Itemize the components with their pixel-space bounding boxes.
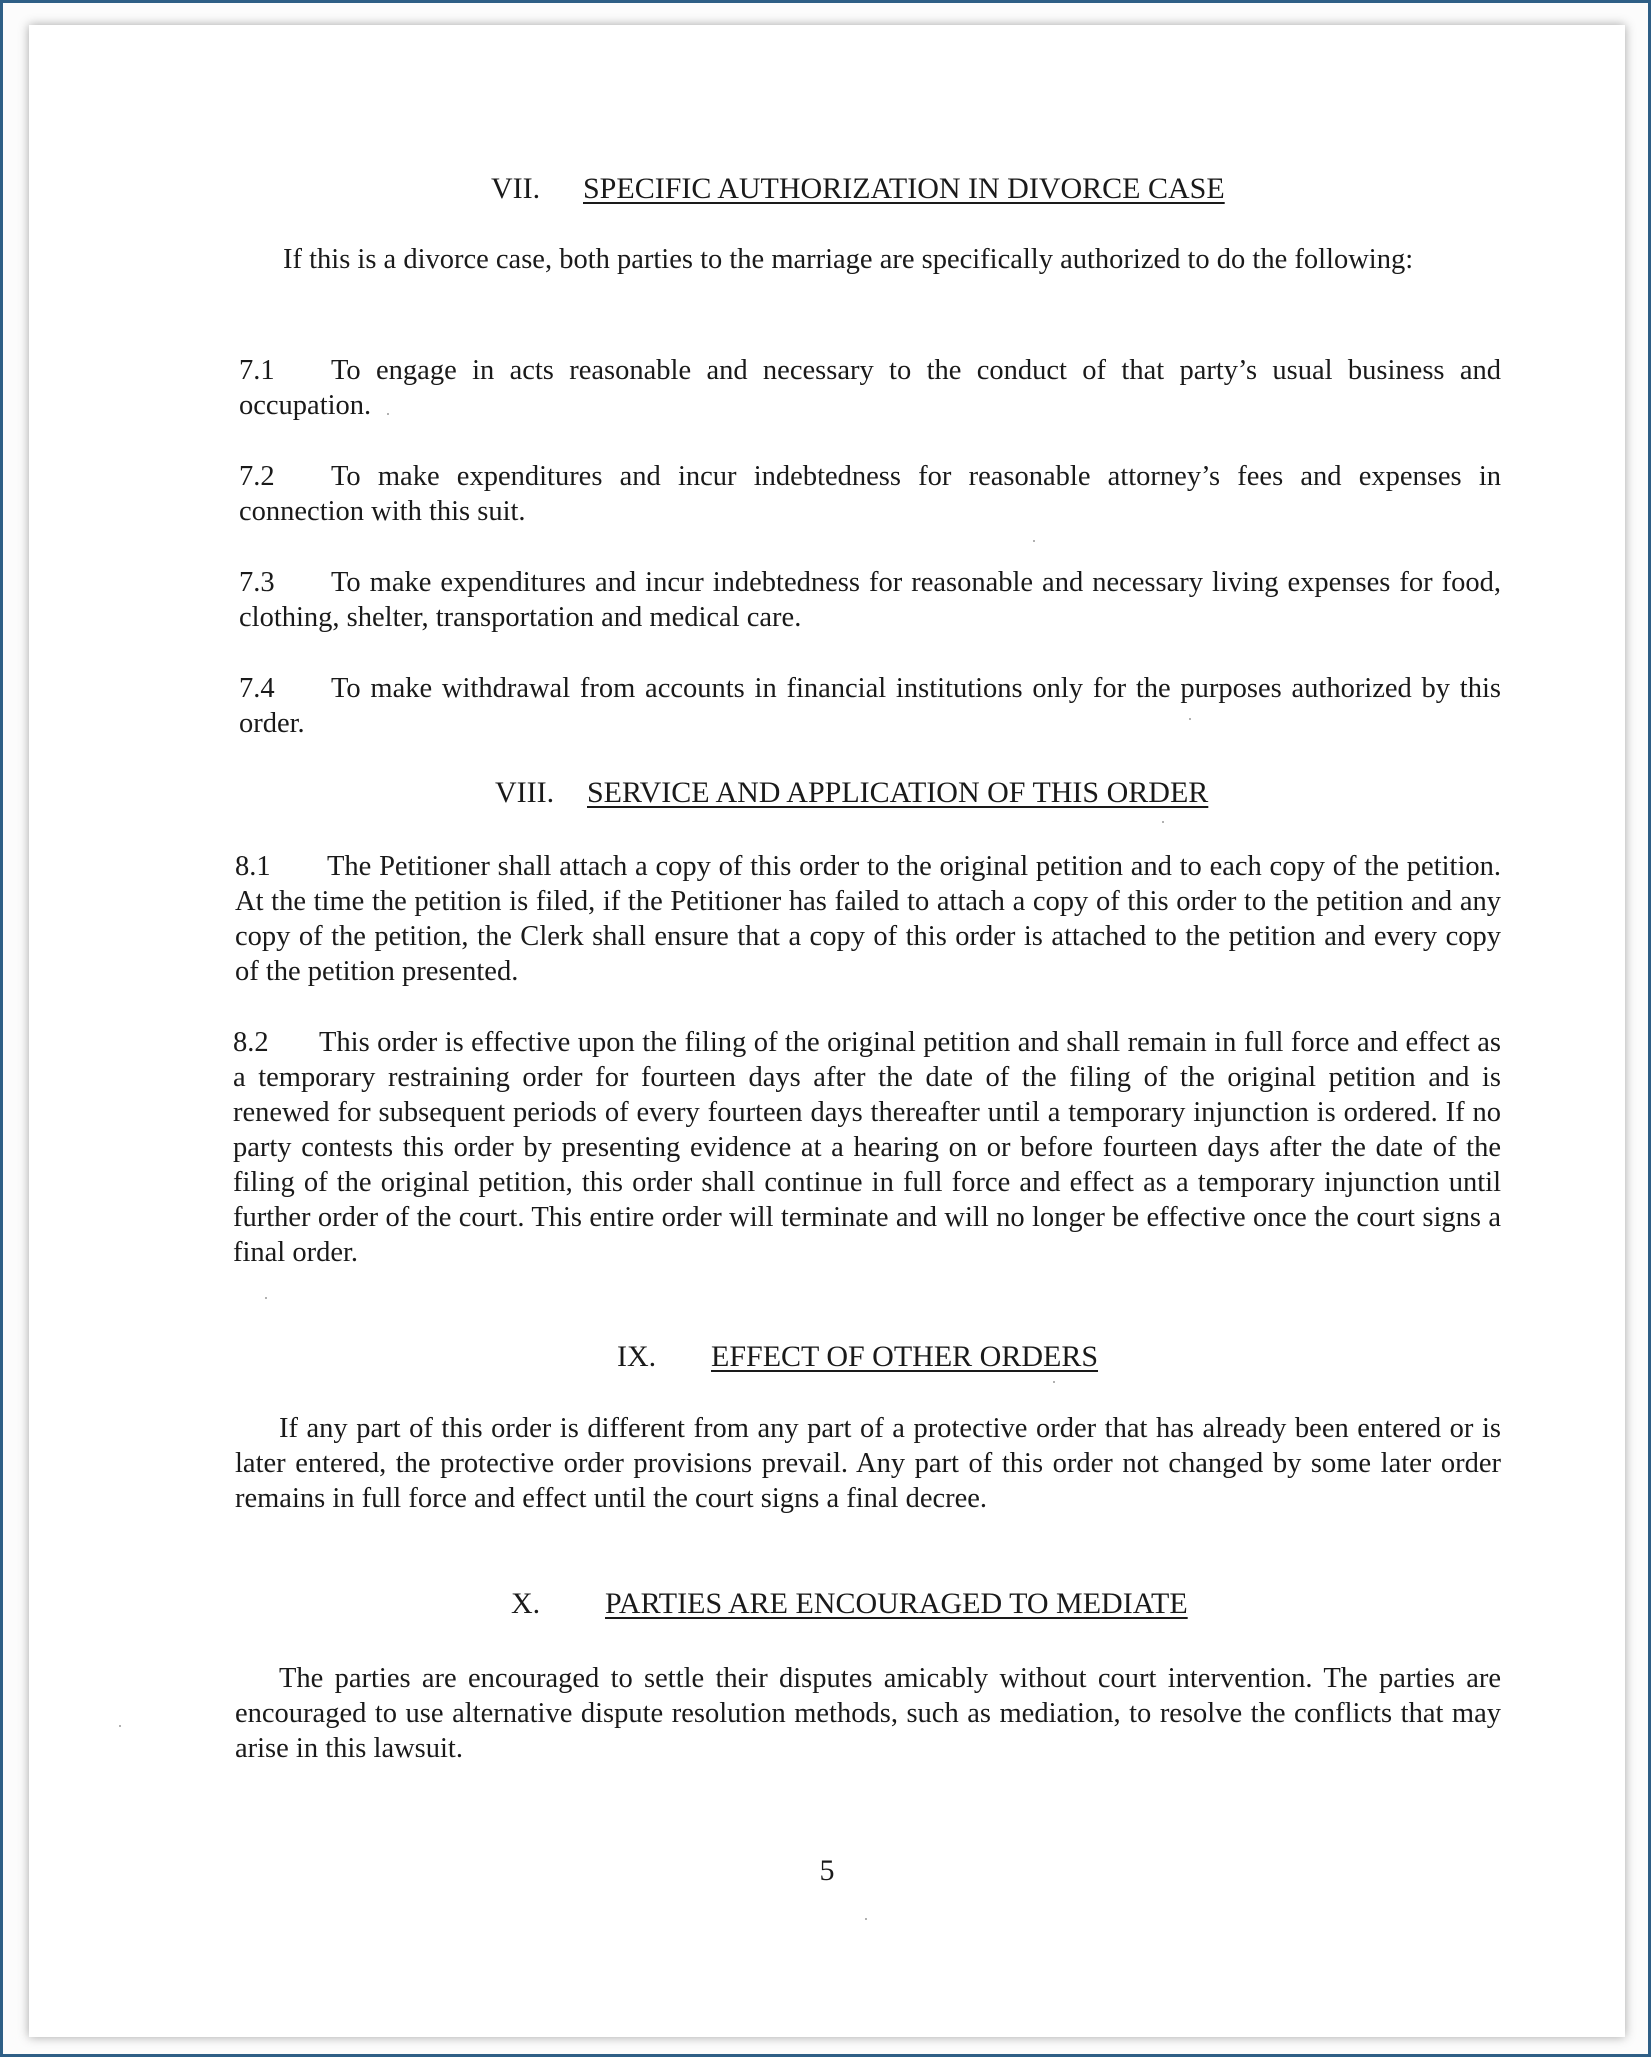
section-vii-intro: If this is a divorce case, both parties to the marriage are specifically authorized to do the following: xyxy=(283,244,1414,275)
section-x-body: The parties are encouraged to settle their disputes amicably without court intervention. The parties are encouraged to use alternative dispute resolution methods, such as mediation, to resolve the conflicts that may arise in this lawsuit. xyxy=(235,1663,1501,1764)
item-text: To make expenditures and incur indebtedness for reasonable and necessary living expenses for food, clothing, shelter, transportation and medical care. xyxy=(239,567,1501,633)
section-title: SERVICE AND APPLICATION OF THIS ORDER xyxy=(587,776,1209,809)
scan-speck xyxy=(1189,718,1191,720)
item-number: 7.4 xyxy=(239,673,275,704)
list-item-7-3 xyxy=(239,565,1501,635)
section-number: VIII. xyxy=(495,776,555,809)
section-title: SPECIFIC AUTHORIZATION IN DIVORCE CASE xyxy=(583,172,1225,205)
section-title: EFFECT OF OTHER ORDERS xyxy=(711,1340,1099,1373)
section-number: IX. xyxy=(617,1340,657,1373)
list-item-8-2 xyxy=(233,1025,1501,1270)
list-item-7-2 xyxy=(239,459,1501,529)
section-ix-body: If any part of this order is different from any part of a protective order that has already been entered or is later entered, the protective order provisions prevail. Any part of this order not changed by some later order remains in full force and effect until the court signs a final decree. xyxy=(235,1413,1501,1514)
scan-speck xyxy=(265,1297,267,1299)
list-item-8-1 xyxy=(235,849,1501,989)
scan-speck xyxy=(1053,1381,1055,1383)
scan-speck xyxy=(1162,821,1164,823)
list-item-7-1 xyxy=(239,353,1501,423)
item-number: 7.3 xyxy=(239,567,275,598)
document-page xyxy=(29,25,1625,2037)
item-number: 7.2 xyxy=(239,461,275,492)
scan-speck xyxy=(1033,540,1035,542)
page-number: 5 xyxy=(819,1854,835,1887)
document-body xyxy=(29,25,1625,2037)
item-number: 8.2 xyxy=(233,1027,269,1058)
scan-speck xyxy=(119,1725,121,1727)
item-text: To make withdrawal from accounts in financial institutions only for the purposes authorized by this order. xyxy=(239,673,1501,739)
scan-speck xyxy=(865,1918,867,1920)
item-text: This order is effective upon the filing of the original petition and shall remain in full force and effect as a temporary restraining order for fourteen days after the date of the filing of the original petition and is renewed for subsequent periods of every fourteen days thereafter until a temporary injunction is ordered. If no party contests this order by presenting evidence at a hearing on or before fourteen days after the date of the filing of the original petition, this order shall continue in full force and effect as a temporary injunction until further order of the court. This entire order will terminate and will no longer be effective once the court signs a final order. xyxy=(233,1027,1501,1268)
list-item-7-4 xyxy=(239,671,1501,741)
item-text: The Petitioner shall attach a copy of this order to the original petition and to each copy of the petition. At the time the petition is filed, if the Petitioner has failed to attach a copy of this order to the petition and any copy of the petition, the Clerk shall ensure that a copy of this order is attached to the petition and every copy of the petition presented. xyxy=(235,851,1501,987)
scan-speck xyxy=(387,413,389,415)
item-text: To make expenditures and incur indebtedness for reasonable attorney’s fees and expenses in connection with this suit. xyxy=(239,461,1501,527)
section-number: X. xyxy=(511,1587,541,1620)
item-number: 8.1 xyxy=(235,851,271,882)
item-text: To engage in acts reasonable and necessary to the conduct of that party’s usual business and occupation. xyxy=(239,355,1501,421)
item-number: 7.1 xyxy=(239,355,275,386)
section-title: PARTIES ARE ENCOURAGED TO MEDIATE xyxy=(605,1587,1188,1620)
section-number: VII. xyxy=(491,172,541,205)
